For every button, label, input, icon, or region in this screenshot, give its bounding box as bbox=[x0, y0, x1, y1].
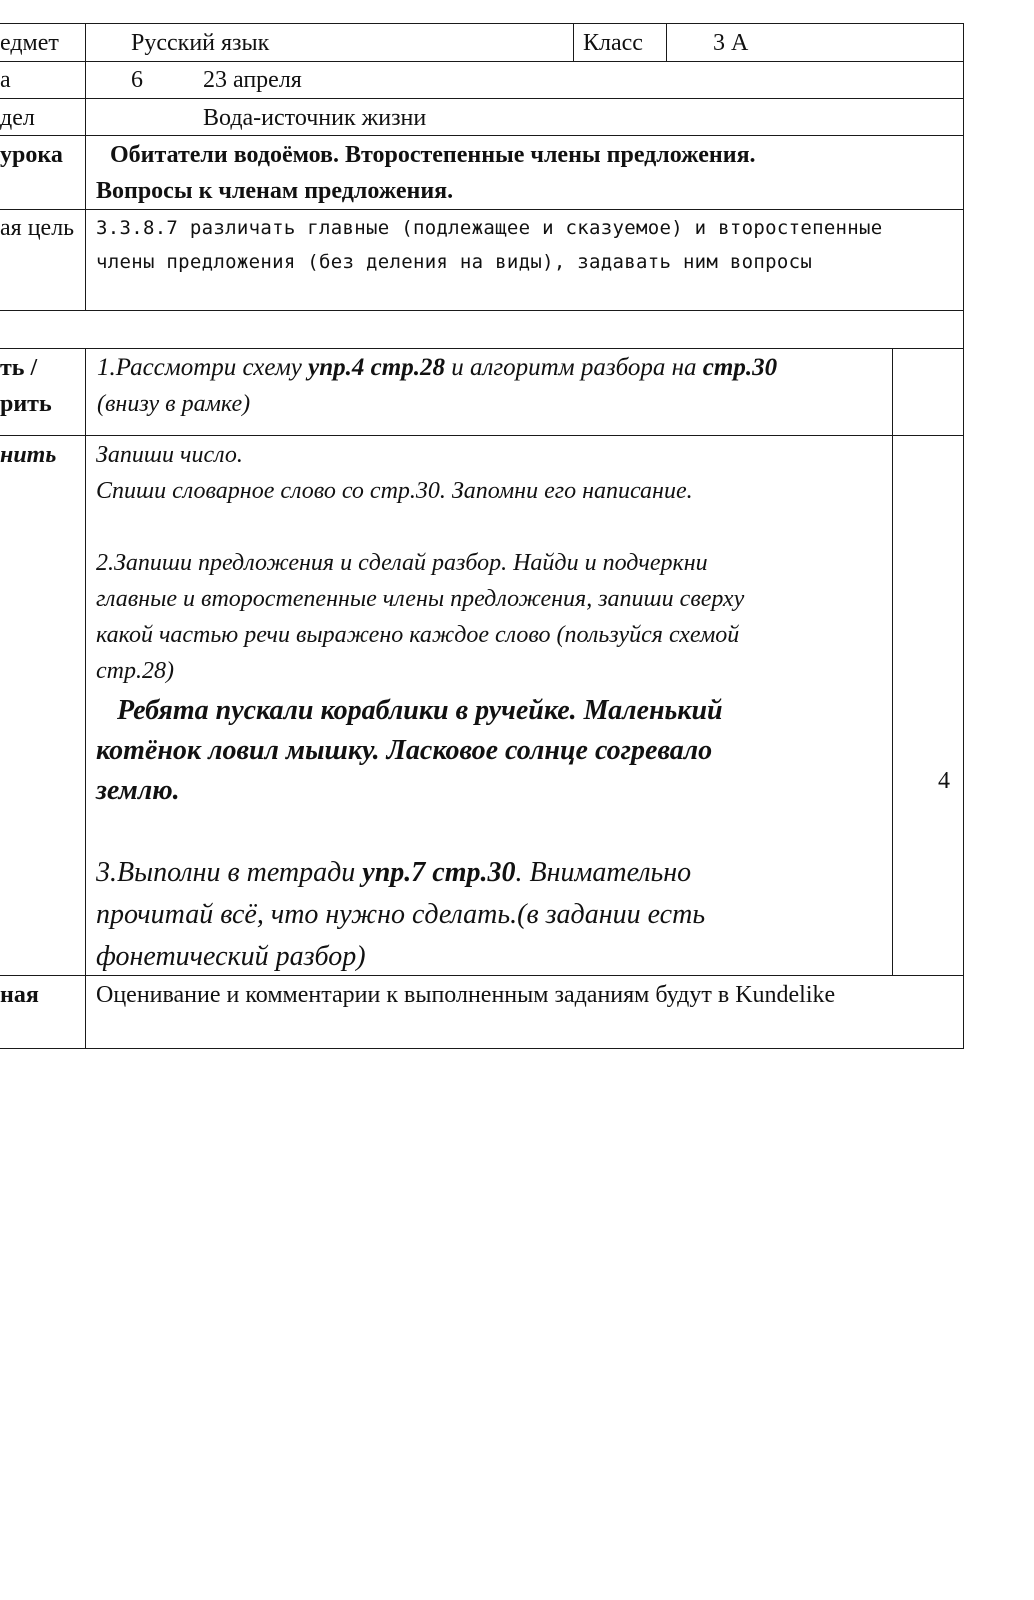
topic-line-1: Обитатели водоёмов. Второстепенные члены предложения. bbox=[110, 142, 756, 168]
feedback-label: ная bbox=[0, 982, 39, 1008]
row-divider bbox=[0, 348, 964, 349]
table-border-bottom bbox=[0, 1048, 964, 1049]
row-divider bbox=[0, 209, 964, 210]
task2-instruction-line: какой частью речи выражено каждое слово (пользуйся схемой bbox=[96, 622, 740, 648]
task2-intro-line: Запиши число. bbox=[96, 442, 243, 468]
date-value: 23 апреля bbox=[203, 67, 302, 93]
topic-label: урока bbox=[0, 142, 63, 168]
task3-line: прочитай всё, что нужно сделать.(в задании есть bbox=[96, 899, 706, 930]
column-divider bbox=[85, 23, 86, 310]
subject-label: едмет bbox=[0, 30, 59, 56]
task2-instruction bbox=[96, 545, 744, 689]
row-divider bbox=[0, 135, 964, 136]
task1-line-2: (внизу в рамке) bbox=[97, 391, 251, 417]
sentence-line: землю. bbox=[96, 775, 180, 806]
sentence-line: котёнок ловил мышку. Ласковое солнце согревало bbox=[96, 735, 713, 766]
task2-intro-line: Спиши словарное слово со стр.30. Запомни его написание. bbox=[96, 478, 693, 504]
task1-label-line-2: рить bbox=[0, 391, 52, 417]
column-divider bbox=[892, 348, 893, 975]
task2-instruction-line: 2.Запиши предложения и сделай разбор. Найди и подчеркни bbox=[96, 550, 708, 576]
task3-line bbox=[96, 852, 705, 894]
subject-value: Русский язык bbox=[131, 30, 270, 56]
class-value: 3 А bbox=[713, 30, 749, 56]
table-border-top bbox=[0, 23, 964, 24]
task1-label-line-1: ть / bbox=[0, 355, 38, 381]
lesson-number: 6 bbox=[131, 67, 143, 93]
date-label: а bbox=[0, 67, 11, 93]
task2-instruction-line: главные и второстепенные члены предложения, запиши сверху bbox=[96, 586, 745, 612]
task3-text: . Внимательно bbox=[515, 857, 692, 888]
task2-sentences bbox=[96, 691, 723, 811]
task1-ref: стр.30 bbox=[702, 354, 778, 381]
task2-points: 4 bbox=[938, 768, 950, 794]
row-divider bbox=[0, 435, 964, 436]
task1-line-1 bbox=[97, 354, 777, 382]
column-divider bbox=[85, 348, 86, 1048]
task3-text: 3.Выполни в тетради bbox=[96, 857, 363, 888]
task3-ref: упр.7 стр.30 bbox=[362, 857, 516, 888]
task3 bbox=[96, 852, 705, 978]
task1-text: 1.Рассмотри схему bbox=[97, 354, 309, 381]
task1-ref: упр.4 стр.28 bbox=[308, 354, 445, 381]
row-divider bbox=[0, 98, 964, 99]
sentence-line: Ребята пускали кораблики в ручейке. Маленький bbox=[96, 695, 723, 726]
task2-label: нить bbox=[0, 442, 57, 468]
column-divider bbox=[573, 23, 574, 61]
row-divider bbox=[0, 310, 964, 311]
column-divider bbox=[666, 23, 667, 61]
task3-line: фонетический разбор) bbox=[96, 941, 366, 972]
table-border-right bbox=[963, 23, 964, 1049]
task2-intro bbox=[96, 437, 693, 509]
topic-line-2: Вопросы к членам предложения. bbox=[96, 178, 454, 204]
task2-instruction-line: стр.28) bbox=[96, 658, 174, 684]
row-divider bbox=[0, 61, 964, 62]
class-label: Класс bbox=[583, 30, 643, 56]
task1-text: и алгоритм разбора на bbox=[444, 354, 703, 381]
goal-label: ая цель bbox=[0, 215, 75, 241]
goal-line-1: 3.3.8.7 различать главные (подлежащее и сказуемое) и второстепенные bbox=[96, 217, 883, 239]
feedback-text: Оценивание и комментарии к выполненным заданиям будут в Kundelike bbox=[96, 982, 836, 1008]
section-value: Вода-источник жизни bbox=[203, 105, 427, 131]
goal-line-2: члены предложения (без деления на виды), задавать ним вопросы bbox=[96, 251, 813, 273]
section-label: дел bbox=[0, 105, 35, 131]
